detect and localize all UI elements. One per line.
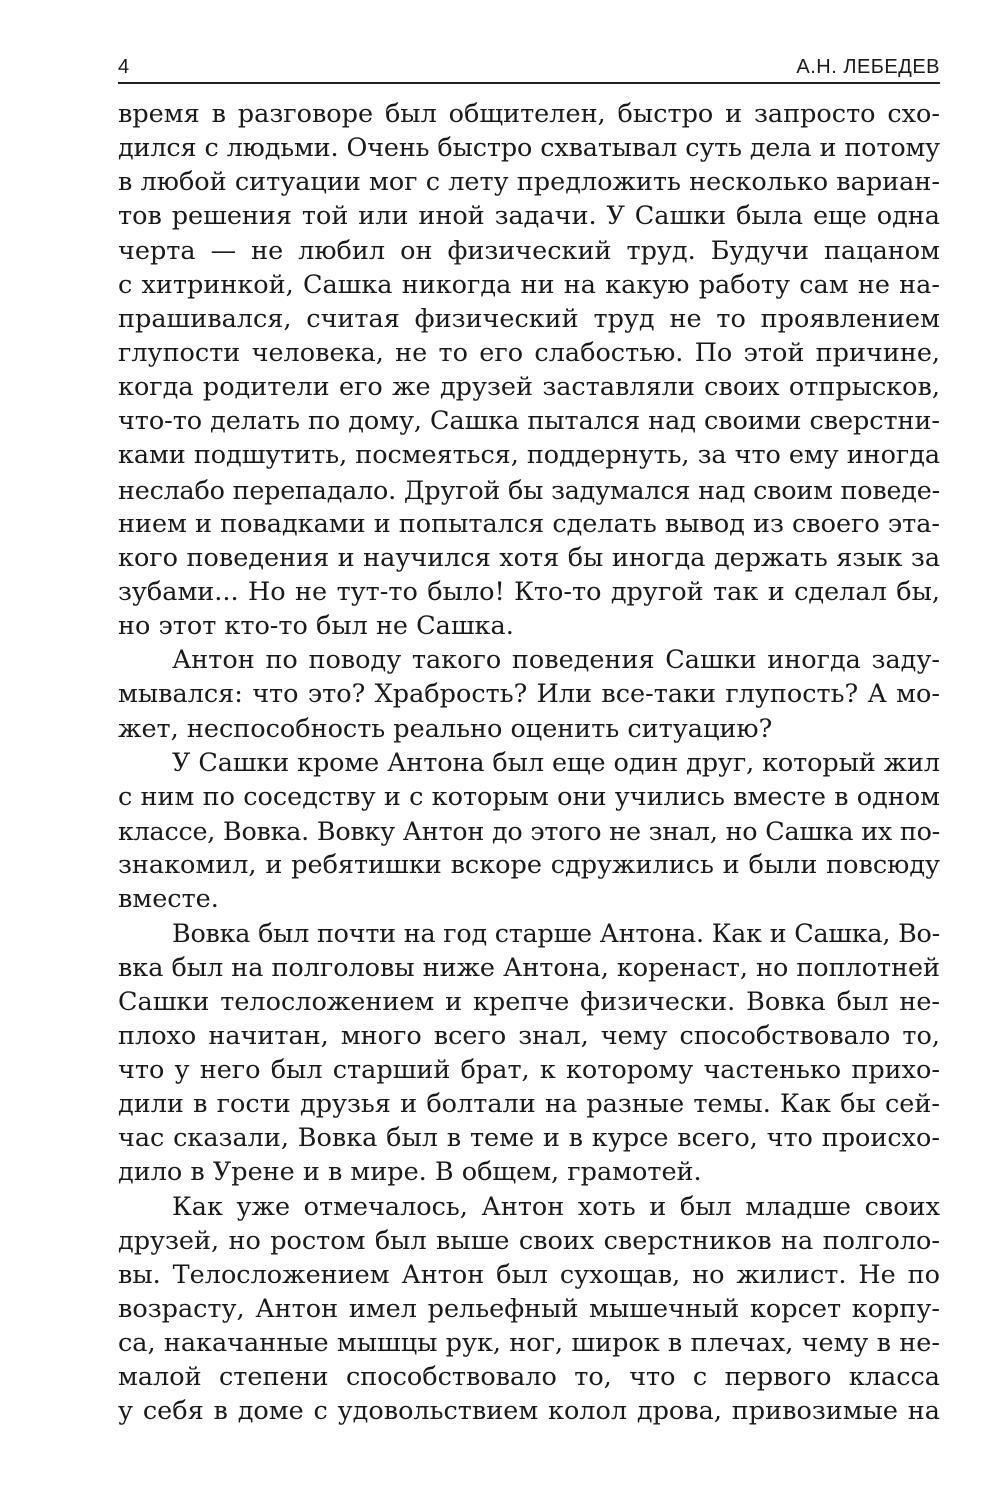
text-line: но этот кто-то был не Сашка. [118,611,514,642]
text-line: вы. Телосложением Антон был сухощав, но жилист. Не по [118,1259,940,1290]
text-line: в любой ситуации мог с лету предложить несколько вариан- [118,167,940,198]
text-line: дило в Урене и в мире. В общем, грамотей. [118,1157,702,1188]
text-line: нием и повадками и попытался сделать вывод из своего эта- [118,508,940,539]
text-line: вместе. [118,884,219,915]
text-line: с ним по соседству и с которым они учились вместе в одном [118,781,941,812]
paragraph [118,746,940,917]
text-line: время в разговоре был общителен, быстро и запросто схо- [118,99,941,129]
text-line: час сказали, Вовка был в теме и в курсе всего, что происхо- [118,1123,940,1154]
text-line: глупости человека, не то его слабостью. По этой причине, [118,337,941,368]
text-line: зубами... Но не тут-то было! Кто-то другой так и сделал бы, [118,576,940,607]
text-line: что-то делать по дому, Сашка пытался над своими сверстни- [118,406,940,437]
text-line: возрасту, Антон имел рельефный мышечный корсет корпу- [118,1293,940,1324]
running-header [118,52,940,84]
text-line: мывался: что это? Храбрость? Или все-таки глупость? А мо- [118,679,940,710]
paragraph [118,643,940,745]
text-line: когда родители его же друзей заставляли своих отпрысков, [118,372,940,403]
running-head-author: А.Н. ЛЕБЕДЕВ [796,56,940,78]
paragraph [118,1190,940,1429]
text-line: неслабо перепадало. Другой бы задумался над своим поведе- [118,474,940,505]
text-line: у себя в доме с удовольствием колол дрова, привозимые на [118,1396,940,1427]
text-line: кого поведения и научился хотя бы иногда держать язык за [118,542,941,573]
paragraph [118,97,940,643]
text-line: тов решения той или иной задачи. У Сашки была еще одна [118,201,940,232]
paragraph [118,916,940,1189]
page-number: 4 [118,56,130,78]
text-line: прашивался, считая физический труд не то проявлением [118,303,940,334]
text-line: жет, неспособность реально оценить ситуацию? [118,713,773,744]
text-line: черта — не любил он физический труд. Будучи пацаном [118,235,940,266]
text-line: дился с людьми. Очень быстро схватывал суть дела и потому [118,133,941,164]
text-line: с хитринкой, Сашка никогда ни на какую работу сам не на- [118,269,940,300]
text-line: плохо начитан, много всего знал, чему способствовало то, [118,1020,940,1051]
text-line: Антон по поводу такого поведения Сашки иногда заду- [172,645,940,676]
text-line: Вовка был почти на год старше Антона. Как и Сашка, Во- [172,918,940,949]
text-line: Сашки телосложением и крепче физически. Вовка был не- [118,986,941,1017]
text-line: что у него был старший брат, к которому частенько прихо- [118,1054,941,1085]
text-line: вка был на полголовы ниже Антона, коренаст, но поплотней [118,952,941,983]
text-line: ками подшутить, посмеяться, поддернуть, за что ему иногда [118,440,940,471]
text-line: малой степени способствовало то, что с первого класса [118,1362,940,1393]
text-line: дили в гости друзья и болтали на разные темы. Как бы сей- [118,1089,940,1120]
text-line: друзей, но ростом был выше своих сверстников на полголо- [118,1225,941,1256]
text-line: классе, Вовка. Вовку Антон до этого не знал, но Сашка их по- [118,815,941,846]
text-line: Как уже отмечалось, Антон хоть и был младше своих [172,1191,940,1222]
text-line: знакомил, и ребятишки вскоре сдружились и были повсюду [118,850,941,881]
body-text [118,97,940,1428]
text-line: са, накачанные мышцы рук, ног, широк в плечах, чему в не- [118,1328,940,1359]
text-line: У Сашки кроме Антона был еще один друг, который жил [172,747,940,778]
